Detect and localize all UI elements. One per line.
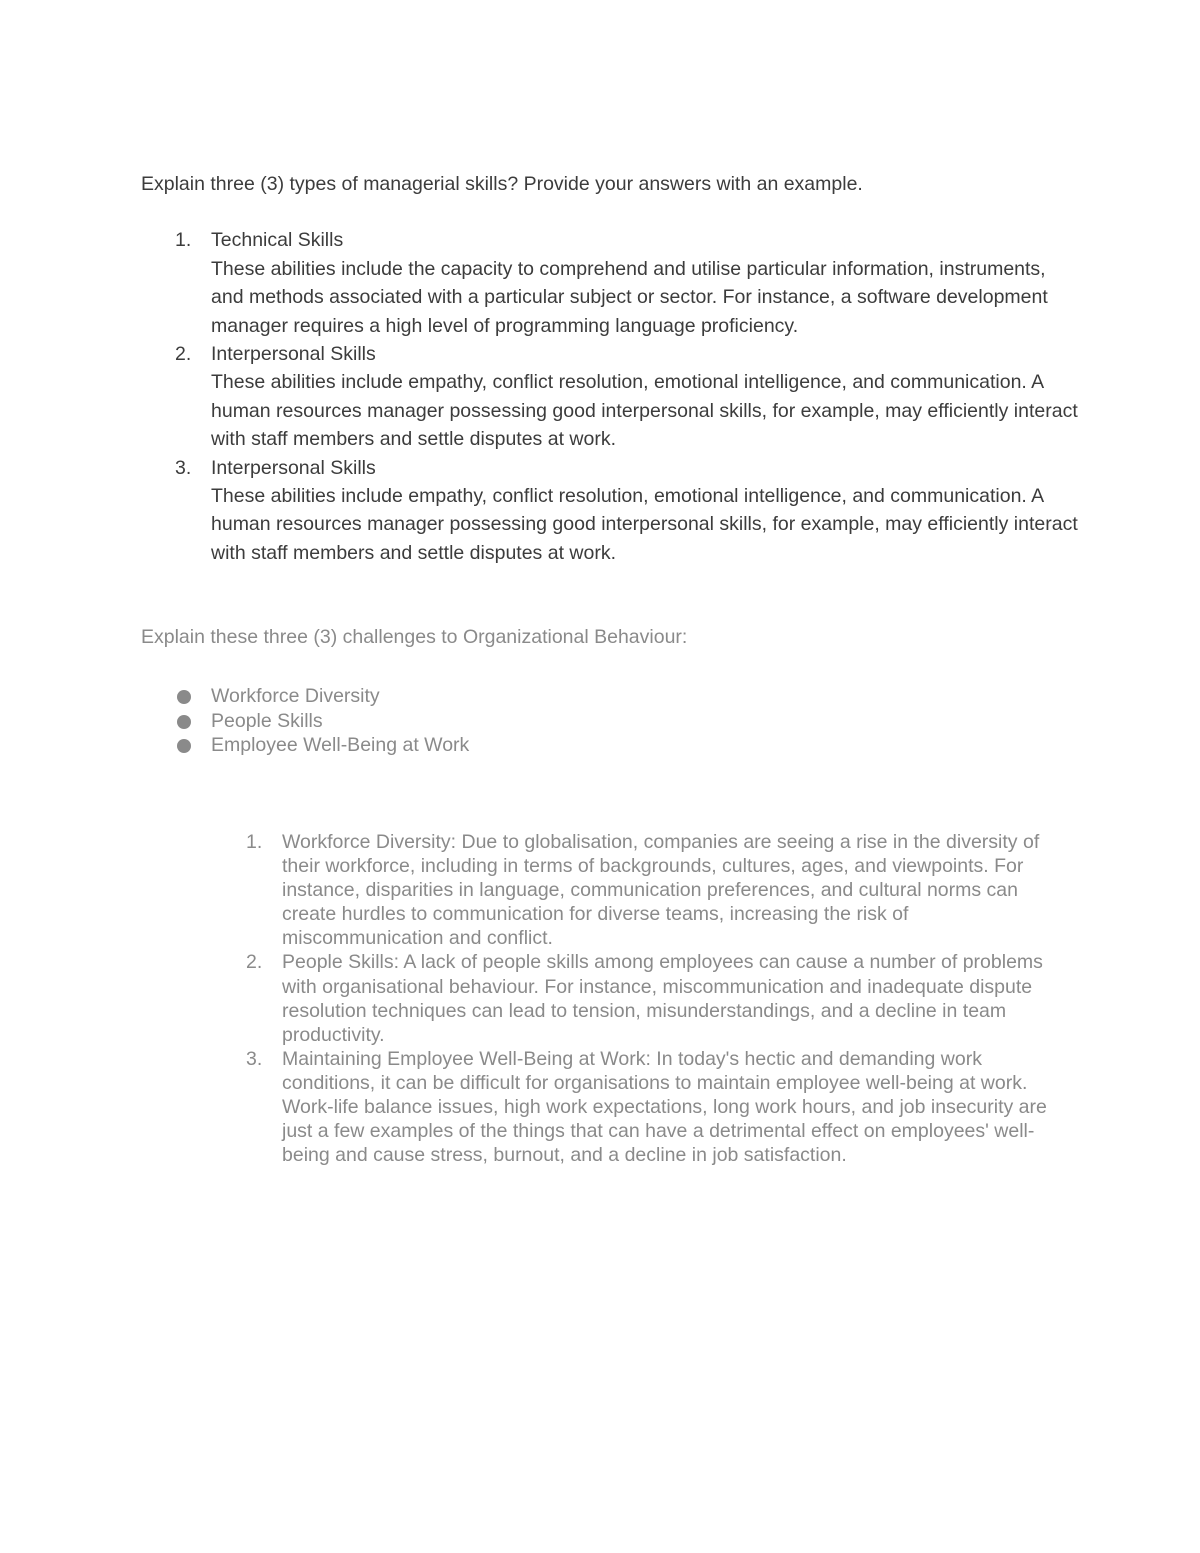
question-ob-challenges: Explain these three (3) challenges to Organizational Behaviour:: [141, 626, 688, 648]
bullet-item: [141, 684, 469, 709]
list-item: [211, 950, 1071, 1046]
answer-text: Maintaining Employee Well-Being at Work: In today's hectic and demanding work conditions, it can be difficult for organisations to maintain employee well-being at work. Work-life balance issues, high work expectations, long work hours, and job insecurity are just a few examples of the things that can have a detrimental effect on employees' well-being and cause stress, burnout, and a decline in job satisfaction.: [282, 1047, 1047, 1167]
skill-description: These abilities include the capacity to comprehend and utilise particular information, instruments, and methods associated with a particular subject or sector. For instance, a software development manager requires a high level of programming language proficiency.: [211, 257, 1048, 337]
skill-title: Interpersonal Skills: [211, 456, 376, 479]
list-item: [141, 340, 1081, 454]
bullet-item: [141, 709, 469, 734]
bullet-dot-icon: [177, 739, 191, 753]
answer-text: Workforce Diversity: Due to globalisation, companies are seeing a rise in the diversity of their workforce, including in terms of backgrounds, cultures, ages, and viewpoints. For instance, disparities in language, communication preferences, and cultural norms can create hurdles to communication for diverse teams, increasing the risk of miscommunication and conflict.: [282, 831, 1040, 950]
skill-title: Interpersonal Skills: [211, 343, 376, 366]
skill-description: These abilities include empathy, conflict resolution, emotional intelligence, and communication. A human resources manager possessing good interpersonal skills, for example, may efficiently interact with staff members and settle disputes at work.: [211, 371, 1078, 451]
ob-challenges-section: [141, 624, 1081, 756]
bullet-text: Workforce Diversity: [211, 685, 380, 707]
bullet-text: Employee Well-Being at Work: [211, 734, 470, 756]
list-item: [141, 226, 1081, 340]
skill-description: These abilities include empathy, conflict resolution, emotional intelligence, and communication. A human resources manager possessing good interpersonal skills, for example, may efficiently interact with staff members and settle disputes at work.: [211, 485, 1078, 564]
bullet-text: People Skills: [211, 709, 323, 732]
bullet-item: [141, 733, 469, 758]
list-item: [211, 1047, 1071, 1167]
list-number: 1.: [246, 831, 263, 853]
challenge-bullet-list: [141, 684, 469, 758]
managerial-skills-section: [141, 170, 1081, 567]
list-number: 3.: [246, 1047, 263, 1070]
list-number: 1.: [175, 229, 192, 252]
skill-title: Technical Skills: [211, 229, 344, 252]
challenge-answers-list: [211, 830, 1071, 1167]
managerial-skills-list: [141, 226, 1081, 567]
list-item: [211, 830, 1071, 950]
answer-text: People Skills: A lack of people skills among employees can cause a number of problems with organisational behaviour. For instance, miscommunication and inadequate dispute resolution techniques can lead to tension, misunderstandings, and a decline in team productivity.: [282, 951, 1043, 1046]
list-number: 2.: [246, 951, 263, 974]
bullet-dot-icon: [177, 690, 191, 704]
list-number: 2.: [175, 343, 192, 366]
question-managerial-skills: Explain three (3) types of managerial skills? Provide your answers with an example.: [141, 173, 863, 195]
bullet-dot-icon: [177, 715, 191, 729]
list-item: [141, 454, 1081, 568]
list-number: 3.: [175, 456, 192, 479]
